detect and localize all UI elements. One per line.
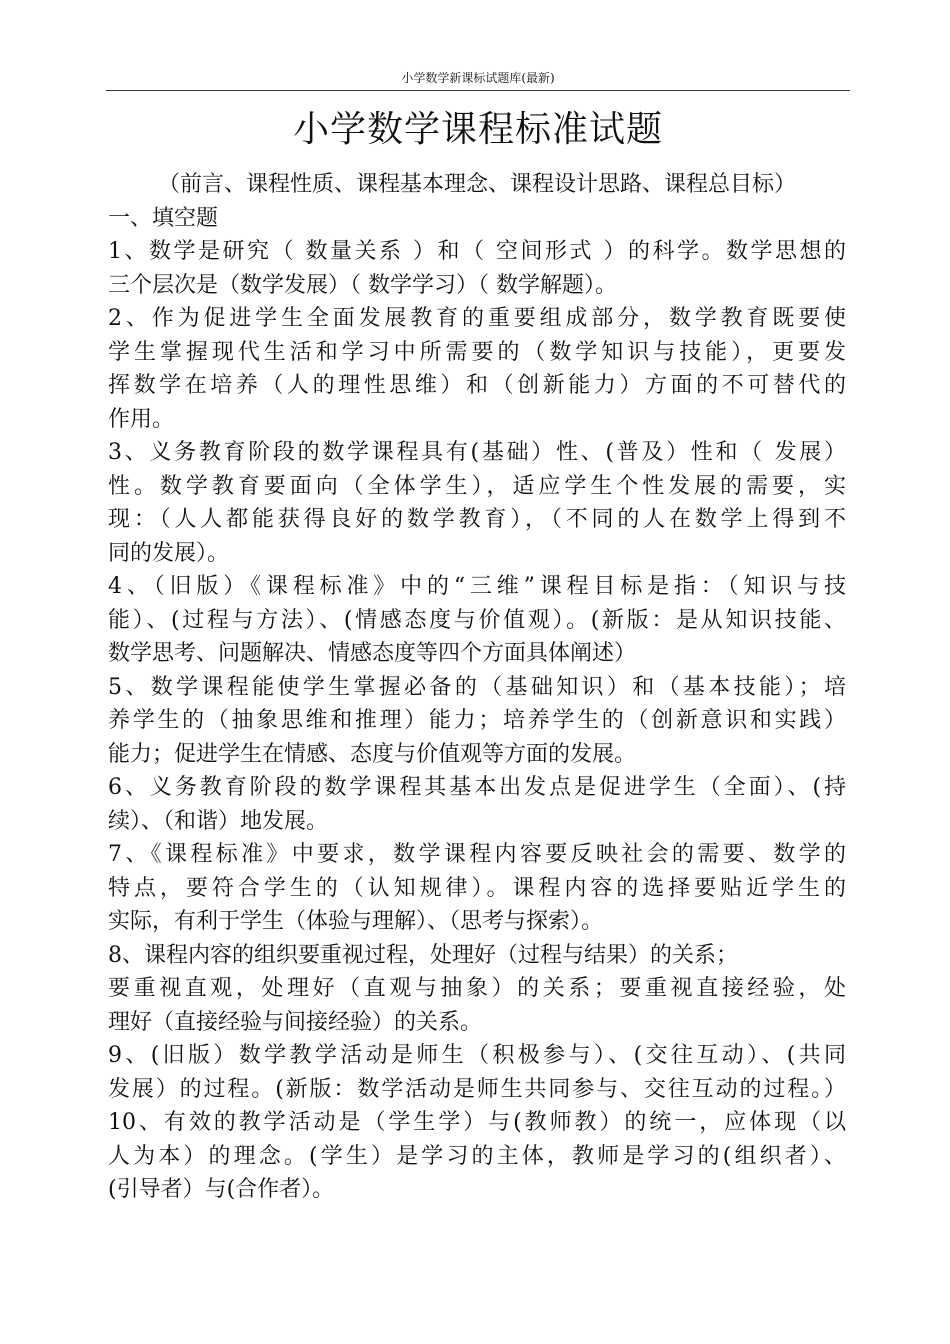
text-line: 9、(旧版）数学教学活动是师生（积极参与）、(交往互动）、(共同: [108, 1043, 846, 1068]
page-header: [106, 70, 850, 91]
text-line: 数学思考、问题解决、情感态度等四个方面具体阐述）: [108, 641, 637, 666]
text-line: 性。数学教育要面向（全体学生），适应学生个性发展的需要，实: [108, 473, 846, 499]
text-line: 7、《课程标准》中要求，数学课程内容要反映社会的需要、数学的: [108, 842, 846, 867]
text-line: 三个层次是（数学发展）（ 数学学习）（ 数学解题）。: [108, 272, 617, 298]
document-title: 小学数学课程标准试题: [292, 109, 663, 150]
text-line: 10、有效的教学活动是（学生学）与(教师教）的统一，应体现（以: [108, 1110, 846, 1135]
text-line: 特点，要符合学生的（认知规律）。课程内容的选择要贴近学生的: [108, 875, 846, 901]
text-line: 1、数学是研究（ 数量关系 ）和（ 空间形式 ）的科学。数学思想的: [108, 239, 846, 264]
text-line: 4、（旧版）《课程标准》中的“三维”课程目标是指：（知识与技: [108, 574, 846, 599]
text-line: 6、义务教育阶段的数学课程其基本出发点是促进学生（全面）、(持: [108, 775, 846, 800]
text-line: 要重视直观，处理好（直观与抽象）的关系；要重视直接经验，处: [108, 976, 846, 1001]
text-line: 发展）的过程。(新版：数学活动是师生共同参与、交往互动的过程。）: [108, 1076, 846, 1102]
text-line: 学生掌握现代生活和学习中所需要的（数学知识与技能），更要发: [108, 339, 846, 365]
text-line: 理好（直接经验与间接经验）的关系。: [108, 1009, 483, 1035]
text-line: (引导者）与(合作者）。: [108, 1177, 335, 1202]
text-line: 2、作为促进学生全面发展教育的重要组成部分，数学教育既要使: [108, 306, 846, 331]
text-line: 能）、(过程与方法）、(情感态度与价值观）。(新版：是从知识技能、: [108, 607, 846, 633]
text-line: 5、数学课程能使学生掌握必备的（基础知识）和（基本技能）；培: [108, 674, 846, 700]
text-line: 作用。: [108, 406, 175, 432]
text-line: 挥数学在培养（人的理性思维）和（创新能力）方面的不可替代的: [108, 373, 846, 398]
text-line: 续）、（和谐）地发展。: [108, 808, 329, 834]
running-title: 小学数学新课标试题库(最新): [401, 71, 555, 85]
text-line: 同的发展）。: [108, 540, 230, 566]
text-line: 养学生的（抽象思维和推理）能力；培养学生的（创新意识和实践）: [108, 708, 846, 733]
document-body: [108, 168, 846, 1207]
text-line: 能力；促进学生在情感、态度与价值观等方面的发展。: [108, 741, 637, 767]
text-line: 8、课程内容的组织要重视过程，处理好（过程与结果）的关系；: [108, 942, 738, 968]
text-line: 现：（人人都能获得良好的数学教育），（不同的人在数学上得到不: [108, 507, 846, 532]
text-line: 实际，有利于学生（体验与理解）、（思考与探索）。: [108, 909, 604, 934]
scope-subtitle: （前言、课程性质、课程基本理念、课程设计思路、课程总目标）: [157, 172, 796, 197]
text-line: 人为本）的理念。(学生）是学习的主体，教师是学习的(组织者）、: [108, 1143, 846, 1169]
text-line: 3、义务教育阶段的数学课程具有(基础）性、(普及）性和（ 发展）: [108, 440, 846, 465]
section-heading: 一、填空题: [108, 205, 219, 231]
